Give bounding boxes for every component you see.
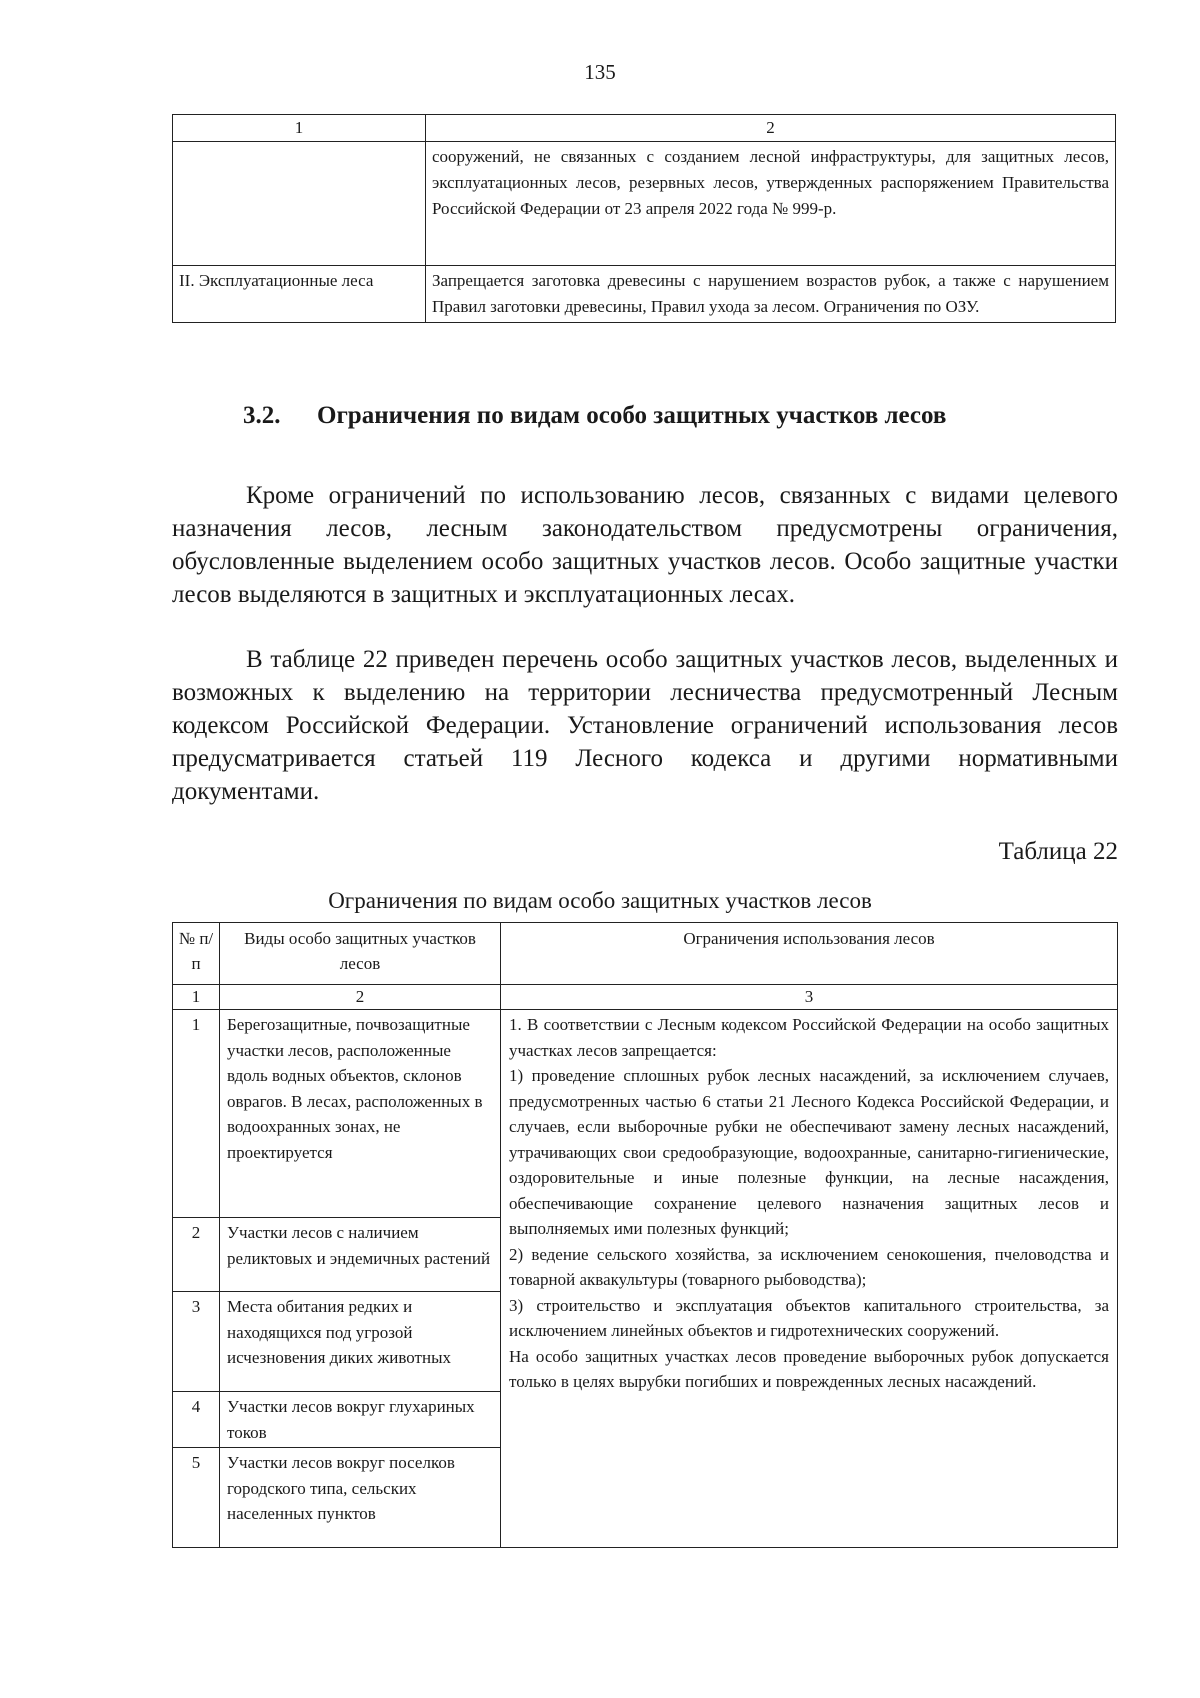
column-number-1: 1 (173, 115, 426, 142)
table-row (173, 266, 1116, 323)
protected-area-type: Участки лесов с наличием реликтовых и эндемичных растений (220, 1218, 501, 1292)
page-number: 135 (584, 60, 616, 84)
table-row (173, 142, 1116, 266)
restriction-note: На особо защитных участках лесов проведение выборочных рубок допускается только в целях вырубки погибших и поврежденных лесных насаждений. (509, 1346, 1109, 1391)
protected-area-type: Участки лесов вокруг поселков городского типа, сельских населенных пунктов (220, 1448, 501, 1548)
row-number: 4 (173, 1392, 220, 1448)
table-row (173, 1010, 1118, 1218)
restriction-cell: Запрещается заготовка древесины с нарушением возрастов рубок, а также с нарушением Правил заготовки древесины, Правил ухода за лесом. Ограничения по ОЗУ. (426, 266, 1116, 323)
paragraph-text: Кроме ограничений по использованию лесов, связанных с видами целевого назначения лесов, лесным законодательством предусмотрены ограничения, обусловленные выделением особо защитных участков лесов. Особо защитные участки лесов выделяются в защитных и эксплуатационных лесах. (172, 482, 1118, 608)
section-heading (243, 402, 946, 430)
protected-area-type: Берегозащитные, почвозащитные участки лесов, расположенные вдоль водных объектов, склонов оврагов. В лесах, расположенных в водоохранных зонах, не проектируется (220, 1010, 501, 1218)
protected-area-type: Места обитания редких и находящихся под угрозой исчезновения диких животных (220, 1292, 501, 1392)
protected-area-type: Участки лесов вокруг глухариных токов (220, 1392, 501, 1448)
section-number: 3.2. (243, 402, 281, 429)
restriction-cell: сооружений, не связанных с созданием лесной инфраструктуры, для защитных лесов, эксплуатационных лесов, резервных лесов, утвержденных распоряжением Правительства Российской Федерации от 23 апреля 2022 года № 999-р. (426, 142, 1116, 266)
forest-type-cell (173, 142, 426, 266)
restriction-item: 3) строительство и эксплуатация объектов капитального строительства, за исключением линейных объектов и гидротехнических сооружений. (509, 1295, 1109, 1340)
restriction-intro: 1. В соответствии с Лесным кодексом Российской Федерации на особо защитных участках лесов запрещается: (509, 1015, 1109, 1060)
restriction-item: 1) проведение сплошных рубок лесных насаждений, за исключением случаев, предусмотренных частью 6 статьи 21 Лесного Кодекса Российской Федерации, и случаев, если выборочные рубки не обеспечивают замену лесных насаждений, утрачивающих свои средообразующие, водоохранные, санитарно-гигиенические, оздоровительные и иные полезные функции, на лесные насаждения, обеспечивающие сохранение целевого назначения защитных лесов и выполняемых ими полезных функций; (509, 1066, 1109, 1238)
column-number-1: 1 (173, 985, 220, 1010)
top-continuation-table (172, 114, 1116, 323)
table-title: Ограничения по видам особо защитных участков лесов (328, 888, 872, 913)
forest-type-cell: II. Эксплуатационные леса (173, 266, 426, 323)
table-label: Таблица 22 (998, 838, 1118, 865)
restrictions-cell (501, 1010, 1118, 1548)
body-paragraph (172, 479, 1118, 611)
paragraph-text: В таблице 22 приведен перечень особо защитных участков лесов, выделенных и возможных к выделению на территории лесничества предусмотренный Лесным кодексом Российской Федерации. Установление ограничений использования лесов предусматривается статьей 119 Лесного кодекса и другими нормативными документами. (172, 646, 1118, 805)
section-title: Ограничения по видам особо защитных участков лесов (317, 402, 947, 429)
body-paragraph (172, 643, 1118, 808)
header-restrictions: Ограничения использования лесов (501, 923, 1118, 985)
restriction-item: 2) ведение сельского хозяйства, за исключением сенокошения, пчеловодства и товарной аквакультуры (товарного рыбоводства); (509, 1244, 1109, 1289)
row-number: 5 (173, 1448, 220, 1548)
column-numbers-row (173, 985, 1118, 1010)
row-number: 2 (173, 1218, 220, 1292)
column-number-3: 3 (501, 985, 1118, 1010)
row-number: 3 (173, 1292, 220, 1392)
restrictions-table (172, 922, 1118, 1548)
column-number-2: 2 (426, 115, 1116, 142)
table-header-row (173, 923, 1118, 985)
header-number: № п/п (173, 923, 220, 985)
table-header-row (173, 115, 1116, 142)
column-number-2: 2 (220, 985, 501, 1010)
row-number: 1 (173, 1010, 220, 1218)
header-kind: Виды особо защитных участков лесов (220, 923, 501, 985)
